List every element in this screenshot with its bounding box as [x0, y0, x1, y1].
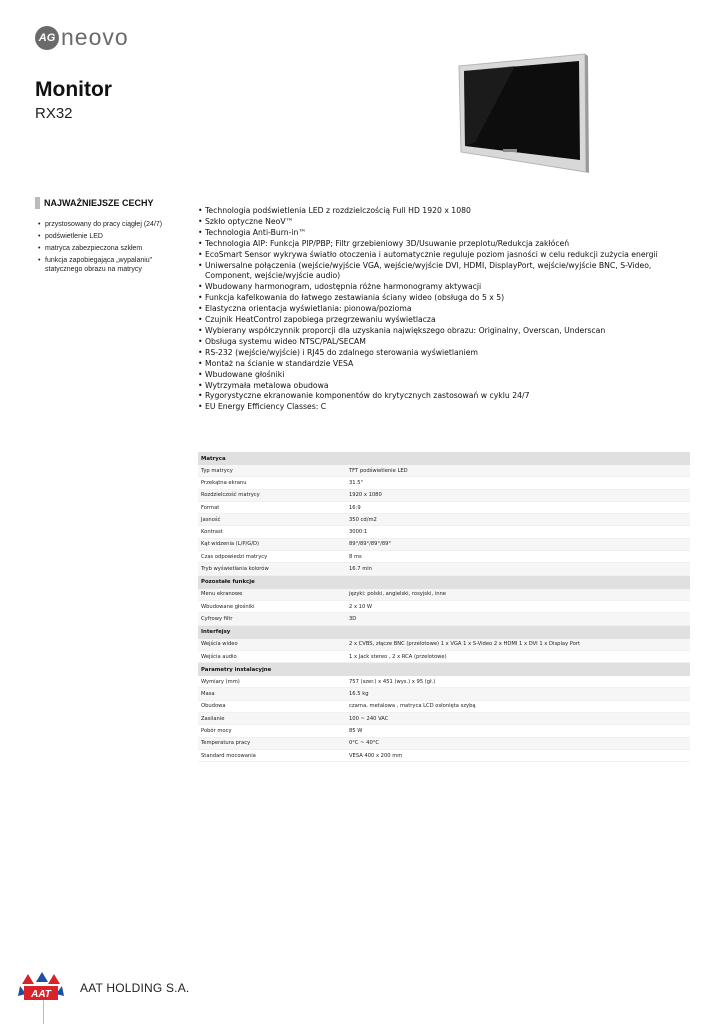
- company-name: AAT HOLDING S.A.: [80, 981, 190, 995]
- spec-row: [198, 501, 690, 513]
- spec-section-title: Pozostałe funkcje: [198, 575, 690, 589]
- spec-value: 100 ~ 240 VAC: [346, 713, 690, 725]
- heading-accent-bar: [35, 197, 40, 209]
- spec-row: [198, 526, 690, 538]
- spec-label: Obudowa: [198, 700, 346, 712]
- spec-value: 757 (szer.) x 451 (wys.) x 95 (gł.): [346, 676, 690, 688]
- aat-logo-icon: [16, 970, 66, 1006]
- spec-value: 8 ms: [346, 551, 690, 563]
- neovo-logo: [35, 24, 129, 51]
- spec-label: Przekątna ekranu: [198, 477, 346, 489]
- spec-value: 1920 x 1080: [346, 489, 690, 501]
- specification-table: [198, 452, 690, 762]
- key-features-list: [38, 220, 188, 277]
- technical-features-list: [198, 206, 698, 413]
- page-title: Monitor: [35, 78, 112, 101]
- tech-feature-item: • Technologia podświetlenia LED z rozdzielczością Full HD 1920 x 1080: [198, 206, 698, 217]
- tech-feature-item: • Montaż na ścianie w standardzie VESA: [198, 359, 698, 370]
- spec-value: 2 x 10 W: [346, 600, 690, 612]
- spec-value: VESA 400 x 200 mm: [346, 749, 690, 761]
- ag-badge: AG: [35, 26, 59, 50]
- spec-value: czarna, metalowa , matryca LCD osłonięta szybą: [346, 700, 690, 712]
- spec-value: 3000:1: [346, 526, 690, 538]
- spec-section-header: [198, 452, 690, 465]
- key-feature-item: • przystosowany do pracy ciągłej (24/7): [38, 220, 188, 229]
- spec-row: [198, 713, 690, 725]
- model-name: RX32: [35, 105, 73, 122]
- tech-feature-item: • EU Energy Efficiency Classes: C: [198, 402, 698, 413]
- key-feature-item: • matryca zabezpieczona szkłem: [38, 244, 188, 253]
- spec-label: Masa: [198, 688, 346, 700]
- spec-row: [198, 477, 690, 489]
- spec-section-header: [198, 663, 690, 677]
- spec-row: [198, 737, 690, 749]
- tech-feature-item: • Uniwersalne połączenia (wejście/wyjście VGA, wejście/wyjście DVI, HDMI, DisplayPort, wejście/wyjście BNC, S-Video, Component, wejście/wyjście audio): [198, 261, 698, 283]
- spec-value: języki: polski, angielski, rosyjski, inne: [346, 589, 690, 601]
- tech-feature-item: • Wybierany współczynnik proporcji dla uzyskania największego obrazu: Originalny, Overscan, Underscan: [198, 326, 698, 337]
- spec-row: [198, 676, 690, 688]
- spec-value: TFT podświetlenie LED: [346, 465, 690, 477]
- key-features-heading: [35, 197, 154, 209]
- spec-label: Standard mocowania: [198, 749, 346, 761]
- spec-value: 89°/89°/89°/89°: [346, 538, 690, 550]
- spec-label: Kontrast: [198, 526, 346, 538]
- spec-section-title: Parametry instalacyjne: [198, 663, 690, 677]
- footer-divider: [43, 1000, 44, 1024]
- spec-label: Typ matrycy: [198, 465, 346, 477]
- spec-row: [198, 563, 690, 575]
- tech-feature-item: • Rygorystyczne ekranowanie komponentów do krytycznych zastosowań w cyklu 24/7: [198, 391, 698, 402]
- spec-label: Kąt widzenia (L/P/G/D): [198, 538, 346, 550]
- tech-feature-item: • Czujnik HeatControl zapobiega przegrzewaniu wyświetlacza: [198, 315, 698, 326]
- spec-label: Czas odpowiedzi matrycy: [198, 551, 346, 563]
- spec-value: 350 cd/m2: [346, 514, 690, 526]
- tech-feature-item: • Funkcja kafelkowania do łatwego zestawiania ściany wideo (obsługa do 5 x 5): [198, 293, 698, 304]
- spec-row: [198, 688, 690, 700]
- tech-feature-item: • Technologia Anti-Burn-in™: [198, 228, 698, 239]
- spec-row: [198, 538, 690, 550]
- spec-row: [198, 589, 690, 601]
- spec-value: 16:9: [346, 501, 690, 513]
- spec-label: Temperatura pracy: [198, 737, 346, 749]
- spec-label: Cyfrowy filtr: [198, 613, 346, 625]
- spec-row: [198, 725, 690, 737]
- spec-label: Wejścia wideo: [198, 639, 346, 651]
- spec-label: Wymiary (mm): [198, 676, 346, 688]
- spec-value: 0°C ~ 40°C: [346, 737, 690, 749]
- spec-label: Wbudowane głośniki: [198, 600, 346, 612]
- spec-row: [198, 700, 690, 712]
- spec-label: Menu ekranowe: [198, 589, 346, 601]
- spec-label: Jasność: [198, 514, 346, 526]
- aat-logo-text: AAT: [31, 989, 51, 1000]
- tech-feature-item: • Wbudowane głośniki: [198, 370, 698, 381]
- key-features-title: NAJWAŻNIEJSZE CECHY: [44, 198, 154, 208]
- spec-label: Pobór mocy: [198, 725, 346, 737]
- spec-row: [198, 613, 690, 625]
- spec-value: 85 W: [346, 725, 690, 737]
- tech-feature-item: • RS-232 (wejście/wyjście) i RJ45 do zdalnego sterowania wyświetlaniem: [198, 348, 698, 359]
- spec-label: Rozdzielczość matrycy: [198, 489, 346, 501]
- spec-label: Format: [198, 501, 346, 513]
- spec-row: [198, 639, 690, 651]
- spec-label: Tryb wyświetlania kolorów: [198, 563, 346, 575]
- spec-value: 3D: [346, 613, 690, 625]
- key-feature-item: • funkcja zapobiegająca „wypalaniu" statycznego obrazu na matrycy: [38, 256, 188, 274]
- spec-row: [198, 514, 690, 526]
- spec-label: Wejścia audio: [198, 650, 346, 662]
- spec-row: [198, 600, 690, 612]
- spec-value: 2 x CVBS, złącze BNC (przelotowe) 1 x VGA 1 x S-Video 2 x HDMI 1 x DVI 1 x Display Port: [346, 639, 690, 651]
- spec-value: 1 x Jack stereo , 2 x RCA (przelotowe): [346, 650, 690, 662]
- key-feature-item: • podświetlenie LED: [38, 232, 188, 241]
- spec-value: 31.5": [346, 477, 690, 489]
- spec-section-title: Matryca: [198, 452, 690, 465]
- tech-feature-item: • EcoSmart Sensor wykrywa światło otoczenia i automatycznie reguluje poziom jasności w celu redukcji zużycia energii: [198, 250, 698, 261]
- brand-name: neovo: [61, 24, 129, 50]
- spec-row: [198, 749, 690, 761]
- spec-row: [198, 465, 690, 477]
- spec-value: 16.5 kg: [346, 688, 690, 700]
- tech-feature-item: • Elastyczna orientacja wyświetlania: pionowa/pozioma: [198, 304, 698, 315]
- tech-feature-item: • Wytrzymała metalowa obudowa: [198, 381, 698, 392]
- tech-feature-item: • Wbudowany harmonogram, udostępnia różne harmonogramy aktywacji: [198, 282, 698, 293]
- spec-row: [198, 551, 690, 563]
- spec-row: [198, 489, 690, 501]
- spec-row: [198, 650, 690, 662]
- spec-section-header: [198, 625, 690, 639]
- spec-label: Zasilanie: [198, 713, 346, 725]
- spec-section-title: Interfejsy: [198, 625, 690, 639]
- spec-section-header: [198, 575, 690, 589]
- spec-value: 16.7 mln: [346, 563, 690, 575]
- tech-feature-item: • Obsługa systemu wideo NTSC/PAL/SECAM: [198, 337, 698, 348]
- tech-feature-item: • Technologia AIP: Funkcja PIP/PBP; Filtr grzebieniowy 3D/Usuwanie przeplotu/Redukcja zakłóceń: [198, 239, 698, 250]
- monitor-product-image: [455, 52, 590, 176]
- tech-feature-item: • Szkło optyczne NeoV™: [198, 217, 698, 228]
